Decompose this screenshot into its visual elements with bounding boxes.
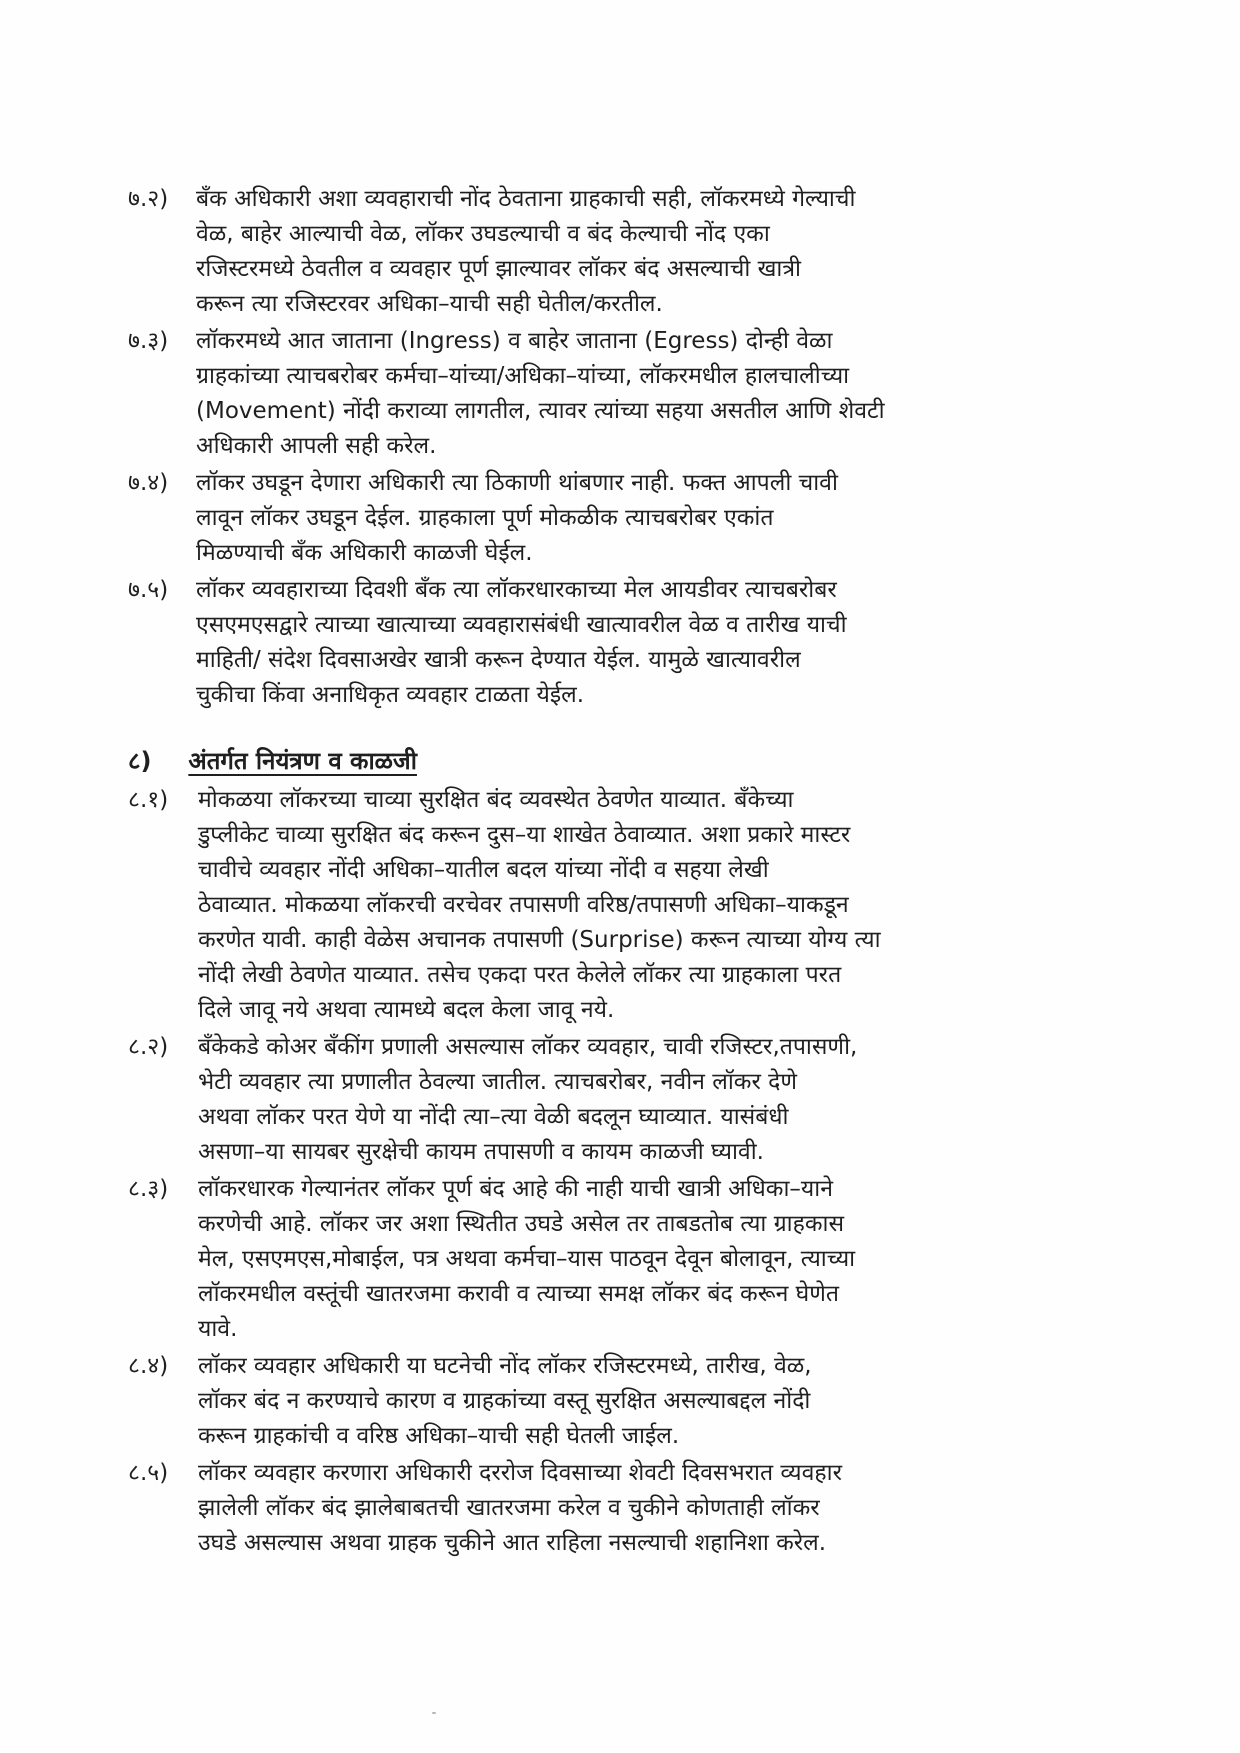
- clause-line: रजिस्टरमध्ये ठेवतील व व्यवहार पूर्ण झाल्यावर लॉकर बंद असल्याची खात्री: [196, 256, 802, 282]
- clause-line: लॉकरमधील वस्तूंची खातरजमा करावी व त्याच्या समक्ष लॉकर बंद करून घेणेत: [198, 1281, 839, 1307]
- clause-line: एसएमएसद्वारे त्याच्या खात्याच्या व्यवहारासंबंधी खात्यावरील वेळ व तारीख याची: [196, 612, 847, 638]
- clause-8-3: [128, 1172, 1088, 1347]
- section-number: ८): [128, 747, 152, 775]
- clause-line: (Movement) नोंदी कराव्या लागतील, त्यावर त्यांच्या सहया असतील आणि शेवटी: [196, 398, 885, 424]
- clause-number: ७.२): [128, 186, 169, 212]
- clause-8-2: [128, 1030, 1088, 1170]
- scan-speck: [432, 1712, 436, 1714]
- clause-8-4: [128, 1349, 1088, 1454]
- clause-line: वेळ, बाहेर आल्याची वेळ, लॉकर उघडल्याची व बंद केल्याची नोंद एका: [196, 221, 770, 247]
- clause-line: मिळण्याची बँक अधिकारी काळजी घेईल.: [196, 540, 533, 566]
- clause-line: लॉकर बंद न करण्याचे कारण व ग्राहकांच्या वस्तू सुरक्षित असल्याबद्दल नोंदी: [198, 1388, 811, 1414]
- clause-7-2: [128, 182, 1088, 322]
- clause-line: उघडे असल्यास अथवा ग्राहक चुकीने आत राहिला नसल्याची शहानिशा करेल.: [198, 1530, 827, 1556]
- clause-8-1: [128, 783, 1088, 1028]
- clause-line: करून त्या रजिस्टरवर अधिका–याची सही घेतील/करतील.: [196, 291, 663, 317]
- clause-number: ८.२): [128, 1034, 169, 1060]
- section-8-items: [128, 783, 1088, 1561]
- clause-line: चावीचे व्यवहार नोंदी अधिका–यातील बदल यांच्या नोंदी व सहया लेखी: [198, 857, 769, 883]
- clause-number: ७.३): [128, 328, 169, 354]
- clause-number: ८.३): [128, 1176, 169, 1202]
- clause-line: लॉकर व्यवहार अधिकारी या घटनेची नोंद लॉकर रजिस्टरमध्ये, तारीख, वेळ,: [198, 1353, 812, 1379]
- clause-line: ग्राहकांच्या त्याचबरोबर कर्मचा–यांच्या/अधिका–यांच्या, लॉकरमधील हालचालीच्या: [196, 363, 850, 389]
- clause-line: लॉकरधारक गेल्यानंतर लॉकर पूर्ण बंद आहे की नाही याची खात्री अधिका–याने: [198, 1176, 833, 1202]
- clause-line: अधिकारी आपली सही करेल.: [196, 433, 437, 459]
- clause-line: भेटी व्यवहार त्या प्रणालीत ठेवल्या जातील. त्याचबरोबर, नवीन लॉकर देणे: [198, 1069, 798, 1095]
- clause-line: लॉकर व्यवहाराच्या दिवशी बँक त्या लॉकरधारकाच्या मेल आयडीवर त्याचबरोबर: [196, 577, 837, 603]
- clause-line: डुप्लीकेट चाव्या सुरक्षित बंद करून दुस–या शाखेत ठेवाव्यात. अशा प्रकारे मास्टर: [198, 822, 851, 848]
- clause-line: असणा–या सायबर सुरक्षेची कायम तपासणी व कायम काळजी घ्यावी.: [198, 1139, 764, 1165]
- section-title: अंतर्गत नियंत्रण व काळजी: [188, 747, 417, 775]
- clause-line: चुकीचा किंवा अनाधिकृत व्यवहार टाळता येईल.: [196, 682, 585, 708]
- clause-line: बँक अधिकारी अशा व्यवहाराची नोंद ठेवताना ग्राहकाची सही, लॉकरमध्ये गेल्याची: [196, 186, 856, 212]
- section-7-items: [128, 182, 1088, 713]
- clause-line: नोंदी लेखी ठेवणेत याव्यात. तसेच एकदा परत केलेले लॉकर त्या ग्राहकाला परत: [198, 962, 842, 988]
- clause-line: माहिती/ संदेश दिवसाअखेर खात्री करून देण्यात येईल. यामुळे खात्यावरील: [196, 647, 801, 673]
- clause-line: लॉकरमध्ये आत जाताना (Ingress) व बाहेर जाताना (Egress) दोन्ही वेळा: [196, 328, 833, 354]
- clause-line: मोकळया लॉकरच्या चाव्या सुरक्षित बंद व्यवस्थेत ठेवणेत याव्यात. बँकेच्या: [198, 787, 794, 813]
- clause-8-5: [128, 1456, 1088, 1561]
- clause-line: मेल, एसएमएस,मोबाईल, पत्र अथवा कर्मचा–यास पाठवून देवून बोलावून, त्याच्या: [198, 1246, 856, 1272]
- clause-line: लावून लॉकर उघडून देईल. ग्राहकाला पूर्ण मोकळीक त्याचबरोबर एकांत: [196, 505, 774, 531]
- clause-line: करणेत यावी. काही वेळेस अचानक तपासणी (Surprise) करून त्याच्या योग्य त्या: [198, 927, 881, 953]
- clause-line: लॉकर व्यवहार करणारा अधिकारी दररोज दिवसाच्या शेवटी दिवसभरात व्यवहार: [198, 1460, 842, 1486]
- clause-7-3: [128, 324, 1088, 464]
- section-8-heading: [128, 743, 1088, 779]
- clause-line: झालेली लॉकर बंद झालेबाबतची खातरजमा करेल व चुकीने कोणताही लॉकर: [198, 1495, 820, 1521]
- clause-line: लॉकर उघडून देणारा अधिकारी त्या ठिकाणी थांबणार नाही. फक्त आपली चावी: [196, 470, 838, 496]
- clause-line: अथवा लॉकर परत येणे या नोंदी त्या–त्या वेळी बदलून घ्याव्यात. यासंबंधी: [198, 1104, 789, 1130]
- clause-line: दिले जावू नये अथवा त्यामध्ये बदल केला जावू नये.: [198, 997, 615, 1023]
- clause-line: बँकेकडे कोअर बँकींग प्रणाली असल्यास लॉकर व्यवहार, चावी रजिस्टर,तपासणी,: [198, 1034, 858, 1060]
- clause-number: ८.१): [128, 787, 169, 813]
- clause-number: ७.५): [128, 577, 169, 603]
- document-content: [128, 182, 1088, 1563]
- clause-7-4: [128, 466, 1088, 571]
- clause-line: करून ग्राहकांची व वरिष्ठ अधिका–याची सही घेतली जाईल.: [198, 1423, 680, 1449]
- clause-line: यावे.: [198, 1316, 238, 1342]
- clause-7-5: [128, 573, 1088, 713]
- clause-line: करणेची आहे. लॉकर जर अशा स्थितीत उघडे असेल तर ताबडतोब त्या ग्राहकास: [198, 1211, 845, 1237]
- clause-number: ८.४): [128, 1353, 169, 1379]
- clause-number: ८.५): [128, 1460, 169, 1486]
- clause-line: ठेवाव्यात. मोकळया लॉकरची वरचेवर तपासणी वरिष्ठ/तपासणी अधिका–याकडून: [198, 892, 849, 918]
- clause-number: ७.४): [128, 470, 169, 496]
